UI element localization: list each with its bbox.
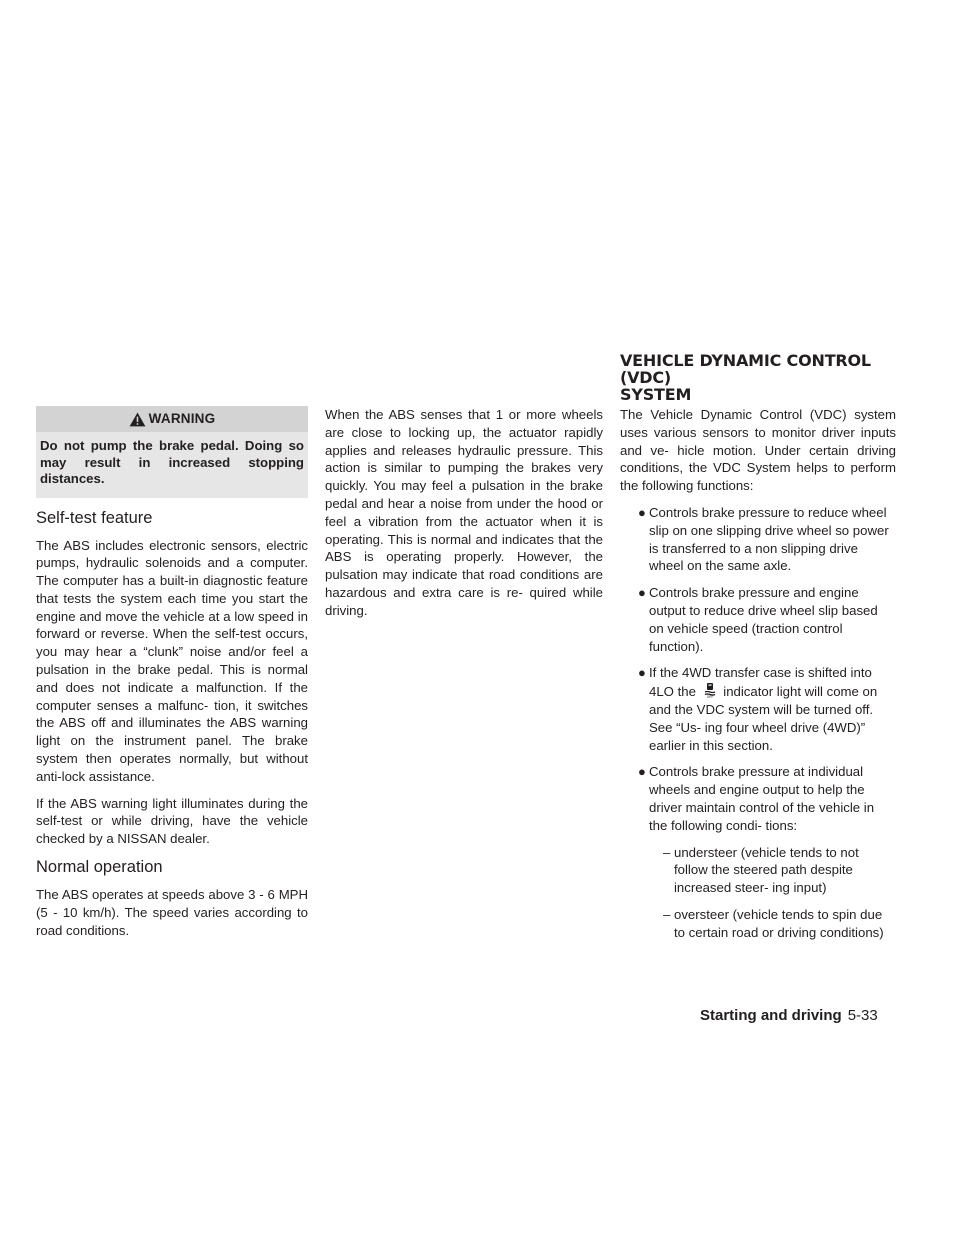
bullet-mark: ● <box>638 504 646 520</box>
column-middle <box>325 406 603 629</box>
dash-mark: – <box>663 906 671 922</box>
list-item <box>620 664 896 754</box>
column-left <box>36 406 308 948</box>
list-item <box>620 763 896 834</box>
page-number: 5-33 <box>847 1007 878 1024</box>
bullet-mark: ● <box>638 585 646 601</box>
warning-box <box>36 406 308 498</box>
vdc-off-indicator-icon <box>702 682 718 698</box>
self-test-paragraph-1: The ABS includes electronic sensors, electric pumps, hydraulic solenoids and a computer. The computer has a built-in diagnostic feature that tests the system each time you start the engine and move the vehicle at a low speed in forward or reverse. When the self-test occurs, you may hear a “clunk” noise and/or feel a pulsation in the brake pedal. This is normal and does not indicate a malfunction. If the computer senses a malfunc- tion, it switches the ABS off and illuminates the ABS warning light on the instrument panel. The brake system then operates normally, but without anti-lock assistance. <box>36 537 308 784</box>
section-title <box>620 352 920 403</box>
normal-operation-paragraph-2: When the ABS senses that 1 or more wheels are close to locking up, the actuator rapidly applies and releases hydraulic pressure. This action is similar to pumping the brakes very quickly. You may feel a pulsation in the brake pedal and hear a noise from under the hood or feel a vibration from the actuator when it is operating. This is normal and indicates that the ABS is operating properly. However, the pulsation may indicate that road conditions are hazardous and extra care is re- quired while driving. <box>325 407 603 618</box>
bullet-text-part-b: indicator light will come on and the VDC system will be turned off. See “Us- ing four wheel drive (4WD)” earlier in this section. <box>649 684 878 753</box>
list-item <box>620 584 896 655</box>
bullet-text: Controls brake pressure at individual wheels and engine output to help the driver maintain control of the vehicle in the following condi- tions: <box>649 764 875 833</box>
dash-text: oversteer (vehicle tends to spin due to certain road or driving conditions) <box>674 906 884 940</box>
self-test-heading: Self-test feature <box>36 508 153 527</box>
list-item <box>620 906 896 942</box>
warning-header <box>36 406 308 432</box>
normal-operation-paragraph-1: The ABS operates at speeds above 3 - 6 MPH (5 - 10 km/h). The speed varies according to road conditions. <box>36 887 308 938</box>
bullet-mark: ● <box>638 665 646 681</box>
vdc-function-list <box>620 504 896 835</box>
bullet-text-part-a: If the 4WD transfer case is shifted into 4LO the <box>649 665 872 700</box>
normal-operation-heading: Normal operation <box>36 858 163 877</box>
warning-label: WARNING <box>148 411 216 427</box>
warning-text: Do not pump the brake pedal. Doing so may result in increased stopping distances. <box>40 438 304 486</box>
column-right <box>620 406 896 951</box>
footer-chapter: Starting and driving <box>700 1007 842 1024</box>
section-title-line1: VEHICLE DYNAMIC CONTROL (VDC) <box>620 351 871 387</box>
bullet-text: Controls brake pressure and engine output to reduce drive wheel slip based on vehicle speed (traction control function). <box>649 585 878 654</box>
list-item <box>620 504 896 575</box>
vdc-condition-list <box>620 844 896 942</box>
vdc-intro: The Vehicle Dynamic Control (VDC) system uses various sensors to monitor driver inputs and ve- hicle motion. Under certain driving conditions, the VDC System helps to perform the following functions: <box>620 407 896 494</box>
svg-text:OFF: OFF <box>706 694 713 699</box>
bullet-text: Controls brake pressure to reduce wheel slip on one slipping drive wheel so power is transferred to a non slipping drive wheel on the same axle. <box>649 504 889 574</box>
bullet-mark: ● <box>638 764 646 780</box>
self-test-paragraph-2: If the ABS warning light illuminates during the self-test or while driving, have the vehicle checked by a NISSAN dealer. <box>36 795 308 847</box>
dash-mark: – <box>663 844 671 860</box>
section-title-line2: SYSTEM <box>620 385 692 404</box>
warning-icon <box>129 412 146 427</box>
list-item <box>620 844 896 897</box>
page-footer <box>700 1007 878 1024</box>
dash-text: understeer (vehicle tends to not follow the steered path despite increased steer- ing input) <box>674 844 859 896</box>
